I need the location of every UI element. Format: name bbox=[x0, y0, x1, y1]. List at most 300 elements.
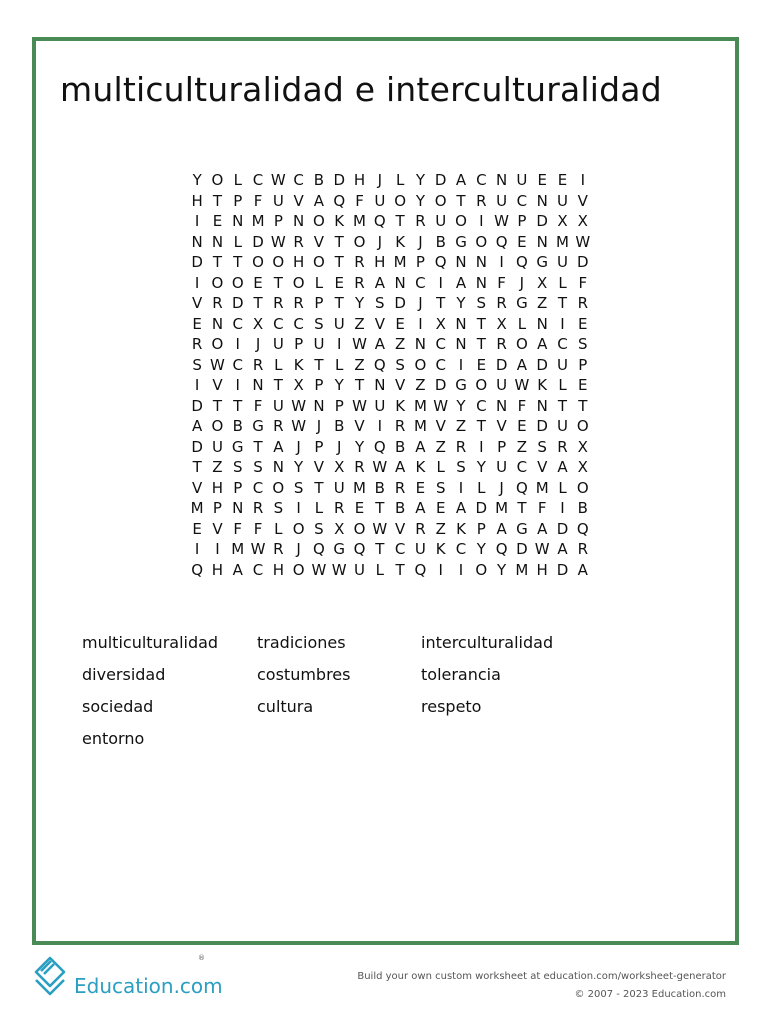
grid-letter: P bbox=[334, 396, 344, 415]
grid-letter: R bbox=[273, 417, 284, 436]
grid-letter: D bbox=[516, 540, 528, 559]
grid-letter: A bbox=[537, 519, 548, 538]
grid-letter: T bbox=[375, 540, 385, 559]
grid-letter: I bbox=[438, 273, 443, 292]
grid-letter: J bbox=[418, 232, 423, 251]
worksheet-title: multiculturalidad e interculturalidad bbox=[60, 70, 662, 109]
grid-letter: M bbox=[556, 232, 569, 251]
grid-letter: R bbox=[354, 458, 365, 477]
grid-letter: M bbox=[515, 560, 529, 579]
word-list-item: interculturalidad bbox=[421, 633, 554, 652]
grid-letter: V bbox=[313, 232, 325, 251]
grid-letter: I bbox=[215, 540, 220, 559]
grid-letter: O bbox=[475, 376, 488, 395]
grid-letter: B bbox=[435, 232, 446, 251]
grid-letter: B bbox=[313, 171, 325, 190]
grid-letter: T bbox=[273, 273, 283, 292]
grid-letter: X bbox=[537, 273, 548, 292]
grid-letter: Q bbox=[191, 560, 204, 579]
grid-letter: E bbox=[435, 499, 446, 518]
grid-letter: I bbox=[479, 212, 484, 231]
grid-letter: J bbox=[296, 437, 301, 456]
grid-letter: D bbox=[536, 417, 548, 436]
grid-letter: T bbox=[334, 232, 344, 251]
grid-letter: W bbox=[210, 355, 225, 374]
grid-letter: F bbox=[537, 499, 547, 518]
grid-letter: I bbox=[499, 253, 504, 272]
grid-letter: I bbox=[458, 560, 464, 579]
grid-letter: A bbox=[537, 335, 548, 354]
grid-letter: N bbox=[495, 171, 508, 190]
grid-letter: K bbox=[537, 376, 548, 395]
grid-letter: X bbox=[577, 437, 588, 456]
grid-letter: Q bbox=[515, 253, 528, 272]
grid-letter: T bbox=[436, 294, 446, 313]
grid-letter: B bbox=[334, 417, 345, 436]
grid-letter: O bbox=[272, 478, 285, 497]
grid-letter: E bbox=[578, 376, 588, 395]
grid-letter: U bbox=[313, 335, 325, 354]
grid-row bbox=[187, 437, 593, 458]
grid-letter: X bbox=[496, 314, 507, 333]
grid-letter: K bbox=[395, 396, 406, 415]
grid-letter: M bbox=[353, 478, 366, 497]
grid-letter: N bbox=[455, 253, 467, 272]
grid-letter: T bbox=[314, 478, 324, 497]
grid-letter: T bbox=[375, 499, 385, 518]
grid-letter: U bbox=[374, 396, 386, 415]
grid-letter: C bbox=[252, 478, 264, 497]
grid-letter: T bbox=[212, 253, 223, 272]
grid-letter: C bbox=[232, 355, 243, 374]
grid-letter: I bbox=[194, 212, 200, 231]
grid-letter: U bbox=[557, 417, 568, 436]
grid-letter: G bbox=[333, 540, 346, 559]
grid-letter: T bbox=[354, 376, 365, 395]
grid-letter: D bbox=[556, 519, 569, 538]
grid-letter: R bbox=[293, 294, 304, 313]
grid-row bbox=[187, 498, 593, 519]
grid-letter: Q bbox=[313, 540, 325, 559]
grid-letter: N bbox=[475, 253, 487, 272]
grid-letter: S bbox=[192, 355, 202, 374]
grid-letter: N bbox=[272, 458, 284, 477]
grid-letter: J bbox=[337, 437, 342, 456]
grid-letter: U bbox=[211, 437, 223, 456]
grid-letter: D bbox=[231, 294, 244, 313]
grid-letter: X bbox=[252, 314, 264, 333]
grid-letter: A bbox=[557, 458, 568, 477]
grid-letter: Y bbox=[456, 294, 466, 313]
grid-letter: O bbox=[353, 519, 366, 538]
grid-letter: T bbox=[557, 294, 568, 313]
grid-row bbox=[187, 232, 593, 253]
grid-letter: I bbox=[479, 437, 484, 456]
grid-letter: B bbox=[577, 499, 588, 518]
grid-letter: I bbox=[580, 171, 585, 190]
grid-letter: Y bbox=[354, 294, 365, 313]
grid-letter: I bbox=[235, 335, 240, 354]
grid-letter: A bbox=[232, 560, 243, 579]
grid-letter: L bbox=[558, 478, 567, 497]
grid-letter: G bbox=[536, 253, 548, 272]
grid-row bbox=[187, 211, 593, 232]
grid-letter: A bbox=[455, 499, 467, 518]
grid-letter: A bbox=[415, 437, 426, 456]
grid-letter: A bbox=[374, 335, 385, 354]
grid-letter: C bbox=[232, 314, 243, 333]
grid-letter: D bbox=[536, 212, 548, 231]
grid-row bbox=[187, 273, 593, 294]
grid-letter: B bbox=[394, 437, 406, 456]
grid-letter: F bbox=[233, 519, 243, 538]
grid-letter: W bbox=[494, 212, 510, 231]
grid-letter: I bbox=[458, 478, 464, 497]
grid-letter: Q bbox=[373, 212, 386, 231]
grid-letter: U bbox=[496, 458, 508, 477]
grid-letter: I bbox=[337, 335, 342, 354]
grid-row bbox=[187, 355, 593, 376]
grid-letter: R bbox=[394, 417, 406, 436]
grid-letter: X bbox=[557, 212, 568, 231]
grid-letter: V bbox=[374, 314, 385, 333]
grid-letter: O bbox=[211, 273, 224, 292]
grid-letter: M bbox=[413, 417, 427, 436]
grid-letter: W bbox=[514, 376, 530, 395]
grid-letter: R bbox=[577, 540, 588, 559]
grid-letter: C bbox=[516, 191, 528, 210]
grid-letter: J bbox=[418, 294, 423, 313]
grid-letter: U bbox=[435, 212, 447, 231]
grid-letter: P bbox=[578, 355, 588, 374]
grid-letter: C bbox=[415, 273, 426, 292]
grid-letter: L bbox=[558, 273, 567, 292]
grid-letter: O bbox=[455, 212, 467, 231]
grid-letter: J bbox=[316, 417, 322, 436]
grid-letter: O bbox=[292, 560, 305, 579]
grid-letter: U bbox=[516, 171, 528, 190]
grid-letter: V bbox=[394, 519, 406, 538]
footer-logo[interactable] bbox=[30, 952, 223, 998]
grid-letter: L bbox=[395, 171, 405, 190]
grid-letter: E bbox=[212, 212, 223, 231]
grid-letter: T bbox=[314, 355, 324, 374]
copyright-text: © 2007 - 2023 Education.com bbox=[574, 989, 726, 1000]
word-list-item: cultura bbox=[257, 697, 314, 716]
grid-letter: T bbox=[212, 191, 223, 210]
grid-letter: L bbox=[477, 478, 486, 497]
grid-letter: T bbox=[476, 335, 486, 354]
word-list-item: tradiciones bbox=[257, 633, 346, 652]
grid-letter: C bbox=[476, 396, 487, 415]
grid-letter: U bbox=[272, 191, 284, 210]
grid-letter: I bbox=[296, 499, 301, 518]
grid-letter: E bbox=[253, 273, 263, 292]
grid-letter: Y bbox=[192, 171, 202, 190]
grid-letter: P bbox=[476, 519, 486, 538]
grid-letter: S bbox=[456, 458, 466, 477]
grid-letter: T bbox=[233, 253, 243, 272]
grid-letter: E bbox=[395, 314, 405, 333]
grid-letter: O bbox=[211, 171, 224, 190]
grid-letter: S bbox=[232, 458, 243, 477]
grid-letter: P bbox=[314, 294, 324, 313]
grid-letter: N bbox=[191, 232, 203, 251]
grid-letter: Z bbox=[394, 335, 406, 354]
grid-letter: O bbox=[252, 253, 264, 272]
grid-letter: A bbox=[374, 273, 385, 292]
grid-letter: R bbox=[252, 355, 264, 374]
grid-letter: L bbox=[375, 560, 384, 579]
grid-letter: C bbox=[435, 335, 446, 354]
grid-letter: N bbox=[374, 376, 386, 395]
grid-letter: C bbox=[557, 335, 568, 354]
word-list-item: diversidad bbox=[82, 665, 166, 684]
grid-letter: J bbox=[296, 540, 301, 559]
grid-letter: U bbox=[557, 253, 568, 272]
grid-letter: Q bbox=[576, 519, 589, 538]
grid-letter: X bbox=[334, 519, 345, 538]
grid-letter: N bbox=[536, 396, 548, 415]
grid-letter: S bbox=[435, 478, 446, 497]
grid-letter: Z bbox=[435, 519, 446, 538]
grid-letter: O bbox=[292, 519, 305, 538]
grid-letter: D bbox=[536, 355, 548, 374]
grid-letter: G bbox=[455, 232, 467, 251]
grid-letter: P bbox=[233, 191, 243, 210]
grid-letter: L bbox=[274, 519, 283, 538]
grid-letter: E bbox=[476, 355, 487, 374]
grid-letter: P bbox=[415, 253, 425, 272]
grid-letter: A bbox=[273, 437, 284, 456]
grid-letter: M bbox=[231, 540, 245, 559]
grid-letter: N bbox=[211, 232, 224, 251]
grid-letter: Q bbox=[434, 253, 447, 272]
grid-letter: R bbox=[476, 191, 487, 210]
grid-letter: N bbox=[394, 273, 406, 292]
grid-letter: N bbox=[455, 335, 467, 354]
build-worksheet-link[interactable]: Build your own custom worksheet at education.com/worksheet-generator bbox=[357, 971, 726, 982]
footer-info bbox=[357, 968, 726, 1004]
grid-letter: W bbox=[291, 396, 307, 415]
grid-letter: Q bbox=[414, 560, 427, 579]
grid-letter: Z bbox=[354, 355, 365, 374]
grid-letter: Z bbox=[354, 314, 365, 333]
grid-letter: F bbox=[253, 396, 263, 415]
grid-letter: K bbox=[395, 232, 406, 251]
grid-letter: N bbox=[536, 191, 548, 210]
grid-letter: J bbox=[255, 335, 261, 354]
grid-letter: P bbox=[314, 376, 324, 395]
grid-row bbox=[187, 560, 593, 581]
grid-letter: F bbox=[497, 273, 506, 292]
grid-letter: C bbox=[516, 458, 528, 477]
grid-letter: L bbox=[314, 499, 324, 518]
grid-letter: R bbox=[394, 478, 406, 497]
grid-letter: Q bbox=[373, 437, 386, 456]
grid-letter: S bbox=[293, 478, 304, 497]
grid-letter: D bbox=[191, 396, 203, 415]
grid-row bbox=[187, 375, 593, 396]
grid-letter: S bbox=[375, 294, 385, 313]
grid-letter: O bbox=[292, 273, 305, 292]
grid-letter: T bbox=[476, 314, 486, 333]
grid-letter: U bbox=[272, 396, 284, 415]
grid-letter: S bbox=[537, 437, 547, 456]
grid-letter: A bbox=[455, 273, 467, 292]
grid-letter: U bbox=[557, 191, 568, 210]
grid-letter: Z bbox=[455, 417, 467, 436]
grid-letter: F bbox=[253, 519, 263, 538]
grid-letter: P bbox=[212, 499, 222, 518]
grid-letter: E bbox=[557, 171, 568, 190]
grid-letter: Q bbox=[495, 540, 508, 559]
grid-row bbox=[187, 478, 593, 499]
grid-letter: R bbox=[415, 212, 426, 231]
grid-letter: R bbox=[354, 253, 365, 272]
grid-letter: T bbox=[192, 458, 202, 477]
grid-letter: W bbox=[291, 417, 307, 436]
grid-letter: C bbox=[435, 355, 446, 374]
grid-letter: X bbox=[435, 314, 446, 333]
grid-letter: Y bbox=[456, 396, 466, 415]
grid-letter: J bbox=[377, 171, 383, 190]
grid-letter: D bbox=[191, 253, 203, 272]
grid-letter: U bbox=[333, 478, 345, 497]
grid-letter: V bbox=[212, 519, 223, 538]
grid-row bbox=[187, 396, 593, 417]
grid-letter: O bbox=[272, 253, 285, 272]
grid-letter: Y bbox=[497, 560, 507, 579]
grid-letter: I bbox=[194, 376, 200, 395]
grid-letter: Q bbox=[333, 191, 346, 210]
grid-letter: A bbox=[496, 519, 507, 538]
grid-letter: H bbox=[191, 191, 203, 210]
grid-letter: I bbox=[438, 560, 443, 579]
grid-letter: E bbox=[192, 314, 202, 333]
grid-letter: N bbox=[232, 212, 244, 231]
grid-letter: T bbox=[212, 396, 223, 415]
grid-letter: R bbox=[252, 499, 264, 518]
grid-letter: U bbox=[354, 560, 366, 579]
grid-row bbox=[187, 416, 593, 437]
grid-letter: I bbox=[377, 417, 383, 436]
grid-letter: W bbox=[270, 171, 286, 190]
grid-letter: Y bbox=[415, 171, 425, 190]
grid-letter: O bbox=[211, 417, 224, 436]
grid-letter: F bbox=[578, 273, 588, 292]
word-list-item: costumbres bbox=[257, 665, 351, 684]
grid-letter: I bbox=[560, 499, 565, 518]
grid-letter: D bbox=[495, 355, 508, 374]
grid-letter: T bbox=[395, 560, 405, 579]
grid-letter: V bbox=[212, 376, 223, 395]
grid-letter: T bbox=[253, 294, 263, 313]
grid-letter: I bbox=[194, 273, 200, 292]
grid-letter: V bbox=[313, 458, 325, 477]
word-list-item: entorno bbox=[82, 729, 145, 748]
grid-letter: T bbox=[557, 396, 568, 415]
grid-letter: E bbox=[334, 273, 344, 292]
grid-letter: I bbox=[458, 355, 464, 374]
grid-letter: U bbox=[374, 191, 386, 210]
grid-letter: D bbox=[394, 294, 406, 313]
grid-letter: P bbox=[517, 212, 527, 231]
grid-letter: S bbox=[253, 458, 263, 477]
grid-letter: W bbox=[534, 540, 550, 559]
grid-letter: O bbox=[313, 212, 325, 231]
grid-letter: E bbox=[578, 314, 588, 333]
grid-letter: U bbox=[496, 376, 508, 395]
grid-letter: K bbox=[293, 355, 304, 374]
grid-letter: N bbox=[495, 396, 508, 415]
grid-letter: O bbox=[576, 417, 589, 436]
grid-letter: M bbox=[251, 212, 265, 231]
grid-letter: R bbox=[273, 294, 284, 313]
grid-letter: N bbox=[414, 335, 427, 354]
grid-letter: N bbox=[293, 212, 305, 231]
grid-letter: R bbox=[354, 273, 365, 292]
grid-letter: P bbox=[314, 437, 324, 456]
grid-row bbox=[187, 170, 593, 191]
grid-letter: A bbox=[415, 499, 426, 518]
grid-letter: A bbox=[577, 560, 588, 579]
grid-letter: V bbox=[435, 417, 446, 436]
grid-letter: P bbox=[497, 437, 507, 456]
grid-letter: M bbox=[495, 499, 509, 518]
grid-letter: T bbox=[253, 437, 263, 456]
grid-letter: K bbox=[415, 458, 426, 477]
grid-letter: O bbox=[576, 478, 589, 497]
grid-letter: P bbox=[233, 478, 243, 497]
grid-letter: W bbox=[311, 560, 327, 579]
grid-letter: L bbox=[233, 232, 242, 251]
grid-letter: K bbox=[435, 540, 446, 559]
grid-letter: H bbox=[374, 253, 386, 272]
grid-letter: I bbox=[194, 540, 200, 559]
grid-letter: S bbox=[314, 519, 324, 538]
grid-letter: N bbox=[475, 273, 487, 292]
grid-letter: C bbox=[293, 171, 304, 190]
grid-letter: O bbox=[434, 191, 447, 210]
grid-letter: Y bbox=[415, 191, 425, 210]
grid-letter: V bbox=[537, 458, 548, 477]
grid-letter: T bbox=[233, 396, 243, 415]
grid-letter: R bbox=[455, 437, 467, 456]
grid-letter: F bbox=[355, 191, 364, 210]
grid-letter: E bbox=[517, 417, 527, 436]
grid-letter: B bbox=[232, 417, 243, 436]
grid-letter: D bbox=[577, 253, 589, 272]
grid-letter: O bbox=[414, 355, 427, 374]
grid-letter: Y bbox=[294, 458, 304, 477]
grid-letter: N bbox=[536, 314, 548, 333]
word-list-item: sociedad bbox=[82, 697, 154, 716]
grid-letter: C bbox=[252, 560, 264, 579]
grid-letter: R bbox=[334, 499, 345, 518]
grid-letter: W bbox=[433, 396, 449, 415]
grid-letter: L bbox=[274, 355, 283, 374]
grid-row bbox=[187, 314, 593, 335]
grid-letter: D bbox=[434, 171, 447, 190]
grid-letter: L bbox=[436, 458, 445, 477]
word-search-grid bbox=[187, 170, 593, 580]
grid-row bbox=[187, 519, 593, 540]
grid-row bbox=[187, 457, 593, 478]
grid-letter: S bbox=[578, 335, 588, 354]
grid-letter: V bbox=[577, 191, 588, 210]
grid-letter: N bbox=[252, 376, 264, 395]
